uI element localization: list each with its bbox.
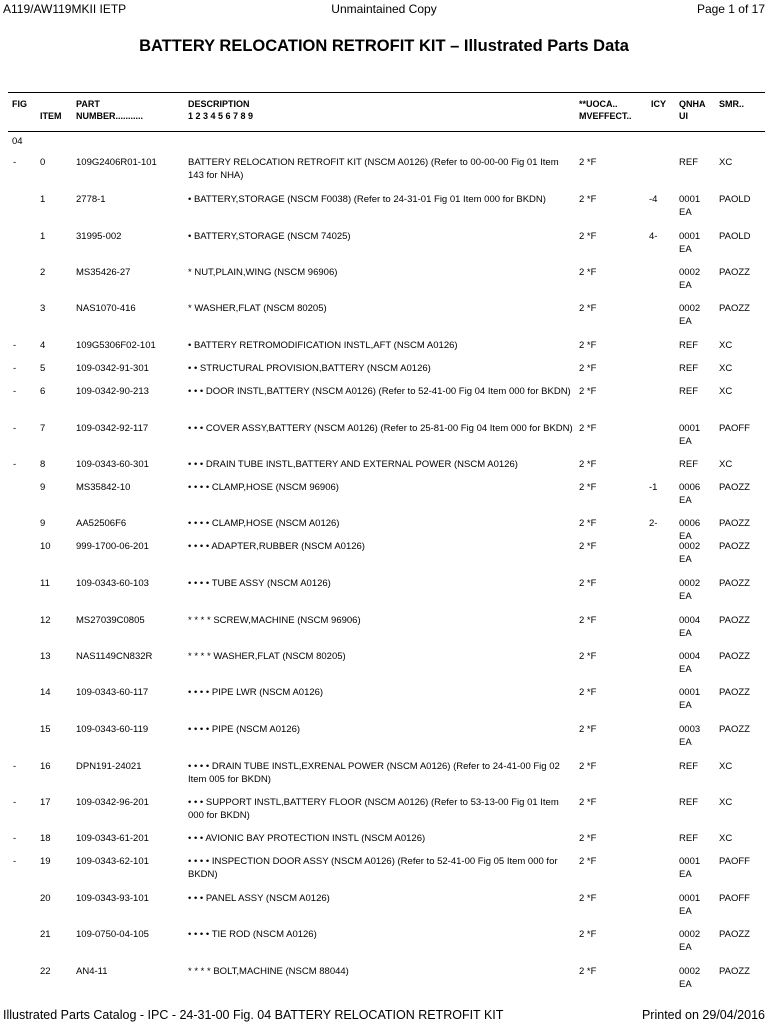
cell-uoc: 2 *F — [579, 194, 597, 205]
cell-item: 22 — [40, 966, 51, 977]
cell-qty: 0004 EA — [679, 651, 701, 675]
cell-smr: PAOZZ — [719, 482, 750, 493]
cell-item: 9 — [40, 518, 46, 529]
cell-qty: REF — [679, 340, 698, 351]
cell-qty: 0001 EA — [679, 194, 701, 218]
cell-qty: REF — [679, 157, 698, 168]
cell-item: 19 — [40, 856, 51, 867]
cell-part: 109-0750-04-105 — [76, 929, 149, 940]
page-footer — [0, 1008, 768, 1024]
cell-fig: - — [13, 833, 17, 844]
cell-smr: PAOZZ — [719, 724, 750, 735]
cell-desc: • • • AVIONIC BAY PROTECTION INSTL (NSCM A0126) — [188, 833, 426, 844]
cell-part: NAS1149CN832R — [76, 651, 153, 662]
cell-uoc: 2 *F — [579, 687, 597, 698]
cell-desc: • BATTERY,STORAGE (NSCM 74025) — [188, 231, 351, 242]
col-icy: ICY — [651, 99, 667, 109]
cell-smr: PAOZZ — [719, 518, 750, 529]
cell-qty: 0006 EA — [679, 482, 701, 506]
cell-fig: - — [13, 797, 17, 808]
cell-part: 109-0343-60-301 — [76, 459, 149, 470]
page-indicator: Page 1 of 17 — [696, 2, 765, 16]
cell-desc: • • • COVER ASSY,BATTERY (NSCM A0126) (Refer to 25-81-00 Fig 04 Item 000 for BKDN) — [188, 423, 573, 434]
cell-smr: XC — [719, 459, 733, 470]
cell-smr: PAOZZ — [719, 929, 750, 940]
cell-qty: REF — [679, 459, 698, 470]
cell-uoc: 2 *F — [579, 651, 597, 662]
cell-smr: PAOFF — [719, 893, 750, 904]
cell-uoc: 2 *F — [579, 518, 597, 529]
cell-item: 21 — [40, 929, 51, 940]
cell-desc: • • • • INSPECTION DOOR ASSY (NSCM A0126) (Refer to 52-41-00 Fig 05 Item 000 for BKDN) — [188, 856, 558, 880]
cell-desc: * * * * BOLT,MACHINE (NSCM 88044) — [188, 966, 349, 977]
col-part-l1: PART — [76, 99, 100, 109]
cell-uoc: 2 *F — [579, 363, 597, 374]
cell-qty: 0001 EA — [679, 856, 701, 880]
cell-fig: - — [13, 423, 17, 434]
cell-smr: PAOZZ — [719, 578, 750, 589]
cell-item: 1 — [40, 194, 46, 205]
col-part-l2: NUMBER........... — [76, 111, 144, 121]
cell-part: 109-0343-62-101 — [76, 856, 149, 867]
cell-smr: XC — [719, 833, 733, 844]
cell-fig: - — [13, 761, 17, 772]
cell-desc: • BATTERY RETROMODIFICATION INSTL,AFT (NSCM A0126) — [188, 340, 458, 351]
cell-icy: -1 — [649, 482, 658, 493]
cell-part: MS35426-27 — [76, 267, 131, 278]
cell-desc: • • • • CLAMP,HOSE (NSCM 96906) — [188, 482, 339, 493]
cell-uoc: 2 *F — [579, 761, 597, 772]
cell-item: 8 — [40, 459, 46, 470]
cell-qty: 0001 EA — [679, 687, 701, 711]
cell-uoc: 2 *F — [579, 340, 597, 351]
cell-qty: 0002 EA — [679, 966, 701, 990]
cell-item: 6 — [40, 386, 46, 397]
cell-part: 109G2406R01-101 — [76, 157, 157, 168]
cell-smr: XC — [719, 363, 733, 374]
cell-fig: - — [13, 340, 17, 351]
cell-smr: PAOLD — [719, 194, 751, 205]
cell-part: 109G5306F02-101 — [76, 340, 156, 351]
cell-part: 109-0342-90-213 — [76, 386, 149, 397]
cell-item: 13 — [40, 651, 51, 662]
col-qty-l1: QNHA — [679, 99, 706, 109]
cell-part: 109-0343-61-201 — [76, 833, 149, 844]
cell-part: 109-0343-93-101 — [76, 893, 149, 904]
cell-icy: 2- — [649, 518, 658, 529]
cell-qty: REF — [679, 386, 698, 397]
cell-smr: XC — [719, 386, 733, 397]
cell-part: MS27039C0805 — [76, 615, 145, 626]
cell-desc: * WASHER,FLAT (NSCM 80205) — [188, 303, 327, 314]
cell-item: 20 — [40, 893, 51, 904]
cell-qty: 0004 EA — [679, 615, 701, 639]
cell-qty: REF — [679, 761, 698, 772]
cell-item: 15 — [40, 724, 51, 735]
cell-uoc: 2 *F — [579, 615, 597, 626]
cell-desc: • • • • CLAMP,HOSE (NSCM A0126) — [188, 518, 340, 529]
cell-desc: * * * * WASHER,FLAT (NSCM 80205) — [188, 651, 346, 662]
cell-item: 1 — [40, 231, 46, 242]
cell-item: 2 — [40, 267, 46, 278]
cell-part: NAS1070-416 — [76, 303, 136, 314]
cell-smr: PAOZZ — [719, 303, 750, 314]
cell-qty: REF — [679, 363, 698, 374]
cell-smr: XC — [719, 340, 733, 351]
footer-print-date: Printed on 29/04/2016 — [641, 1008, 765, 1022]
col-uoc-l1: **UOCA.. — [579, 99, 618, 109]
cell-fig: - — [13, 856, 17, 867]
cell-qty: 0002 EA — [679, 929, 701, 953]
cell-uoc: 2 *F — [579, 423, 597, 434]
cell-uoc: 2 *F — [579, 856, 597, 867]
col-smr: SMR.. — [719, 99, 745, 109]
cell-part: 109-0343-60-117 — [76, 687, 149, 698]
cell-icy: 4- — [649, 231, 658, 242]
cell-desc: • • • • PIPE (NSCM A0126) — [188, 724, 301, 735]
cell-part: 109-0342-91-301 — [76, 363, 149, 374]
cell-qty: REF — [679, 833, 698, 844]
cell-desc: BATTERY RELOCATION RETROFIT KIT (NSCM A0126) (Refer to 00-00-00 Fig 01 Item 143 for NHA) — [188, 157, 559, 181]
cell-desc: • • • • DRAIN TUBE INSTL,EXRENAL POWER (NSCM A0126) (Refer to 24-41-00 Fig 02 Item 005 for BKDN) — [188, 761, 560, 785]
cell-fig: - — [13, 157, 17, 168]
col-qty-l2: UI — [679, 111, 688, 121]
cell-part: AN4-11 — [76, 966, 108, 977]
cell-item: 3 — [40, 303, 46, 314]
cell-qty: 0002 EA — [679, 303, 701, 327]
cell-uoc: 2 *F — [579, 482, 597, 493]
cell-smr: PAOZZ — [719, 966, 750, 977]
cell-part: 109-0343-60-103 — [76, 578, 149, 589]
cell-smr: XC — [719, 797, 733, 808]
cell-smr: XC — [719, 761, 733, 772]
cell-desc: • • • DRAIN TUBE INSTL,BATTERY AND EXTERNAL POWER (NSCM A0126) — [188, 459, 518, 470]
cell-desc: * NUT,PLAIN,WING (NSCM 96906) — [188, 267, 338, 278]
cell-uoc: 2 *F — [579, 303, 597, 314]
cell-qty: 0002 EA — [679, 541, 701, 565]
cell-uoc: 2 *F — [579, 231, 597, 242]
cell-item: 16 — [40, 761, 51, 772]
cell-part: MS35842-10 — [76, 482, 131, 493]
cell-uoc: 2 *F — [579, 578, 597, 589]
cell-item: 5 — [40, 363, 46, 374]
cell-qty: 0003 EA — [679, 724, 701, 748]
cell-qty: 0002 EA — [679, 267, 701, 291]
cell-desc: * * * * SCREW,MACHINE (NSCM 96906) — [188, 615, 361, 626]
cell-item: 0 — [40, 157, 46, 168]
cell-smr: XC — [719, 157, 733, 168]
cell-item: 12 — [40, 615, 51, 626]
cell-uoc: 2 *F — [579, 267, 597, 278]
cell-part: 109-0342-96-201 — [76, 797, 149, 808]
cell-desc: • BATTERY,STORAGE (NSCM F0038) (Refer to 24-31-01 Fig 01 Item 000 for BKDN) — [188, 194, 546, 205]
cell-item: 11 — [40, 578, 50, 589]
cell-desc: • • • • TIE ROD (NSCM A0126) — [188, 929, 317, 940]
document-id: A119/AW119MKII IETP — [3, 2, 127, 16]
cell-fig: - — [13, 459, 17, 470]
col-uoc-l2: MVEFFECT.. — [579, 111, 632, 121]
cell-desc: • • • DOOR INSTL,BATTERY (NSCM A0126) (Refer to 52-41-00 Fig 04 Item 000 for BKDN) — [188, 386, 571, 397]
cell-part: 109-0342-92-117 — [76, 423, 149, 434]
section-label: 04 — [12, 136, 23, 147]
cell-qty: REF — [679, 797, 698, 808]
cell-uoc: 2 *F — [579, 459, 597, 470]
page-title: BATTERY RELOCATION RETROFIT KIT – Illustrated Parts Data — [139, 37, 629, 55]
cell-uoc: 2 *F — [579, 724, 597, 735]
cell-fig: - — [13, 363, 17, 374]
cell-smr: PAOZZ — [719, 541, 750, 552]
cell-part: AA52506F6 — [76, 518, 127, 529]
cell-desc: • • • SUPPORT INSTL,BATTERY FLOOR (NSCM A0126) (Refer to 53-13-00 Fig 01 Item 000 for BKDN) — [188, 797, 559, 821]
cell-uoc: 2 *F — [579, 966, 597, 977]
cell-smr: PAOLD — [719, 231, 751, 242]
cell-desc: • • • • PIPE LWR (NSCM A0126) — [188, 687, 324, 698]
cell-smr: PAOZZ — [719, 615, 750, 626]
cell-uoc: 2 *F — [579, 893, 597, 904]
cell-uoc: 2 *F — [579, 833, 597, 844]
cell-uoc: 2 *F — [579, 797, 597, 808]
cell-uoc: 2 *F — [579, 157, 597, 168]
cell-uoc: 2 *F — [579, 386, 597, 397]
cell-smr: PAOFF — [719, 856, 750, 867]
cell-item: 17 — [40, 797, 51, 808]
cell-item: 9 — [40, 482, 46, 493]
cell-smr: PAOFF — [719, 423, 750, 434]
cell-qty: 0001 EA — [679, 231, 701, 255]
cell-smr: PAOZZ — [719, 651, 750, 662]
cell-smr: PAOZZ — [719, 267, 750, 278]
cell-uoc: 2 *F — [579, 541, 597, 552]
cell-item: 7 — [40, 423, 46, 434]
cell-item: 4 — [40, 340, 46, 351]
footer-catalog-ref: Illustrated Parts Catalog - IPC - 24-31-00 Fig. 04 BATTERY RELOCATION RETROFIT KIT — [3, 1008, 504, 1022]
cell-part: 999-1700-06-201 — [76, 541, 149, 552]
cell-icy: -4 — [649, 194, 658, 205]
cell-qty: 0002 EA — [679, 578, 701, 602]
cell-qty: 0001 EA — [679, 893, 701, 917]
cell-desc: • • • • TUBE ASSY (NSCM A0126) — [188, 578, 331, 589]
col-desc-l1: DESCRIPTION — [188, 99, 250, 109]
cell-part: 31995-002 — [76, 231, 122, 242]
cell-qty: 0001 EA — [679, 423, 701, 447]
copy-status: Unmaintained Copy — [331, 2, 437, 16]
cell-item: 18 — [40, 833, 51, 844]
cell-desc: • • • • ADAPTER,RUBBER (NSCM A0126) — [188, 541, 365, 552]
cell-part: 2778-1 — [76, 194, 106, 205]
cell-qty: 0006 EA — [679, 518, 701, 542]
cell-uoc: 2 *F — [579, 929, 597, 940]
cell-desc: • • • PANEL ASSY (NSCM A0126) — [188, 893, 330, 904]
cell-fig: - — [13, 386, 17, 397]
cell-item: 14 — [40, 687, 51, 698]
cell-part: DPN191-24021 — [76, 761, 142, 772]
cell-item: 10 — [40, 541, 51, 552]
col-desc-l2: 1 2 3 4 5 6 7 8 9 — [188, 111, 254, 121]
cell-smr: PAOZZ — [719, 687, 750, 698]
col-item: ITEM — [40, 111, 62, 121]
cell-part: 109-0343-60-119 — [76, 724, 149, 735]
cell-desc: • • STRUCTURAL PROVISION,BATTERY (NSCM A0126) — [188, 363, 431, 374]
col-fig: FIG — [12, 99, 27, 109]
